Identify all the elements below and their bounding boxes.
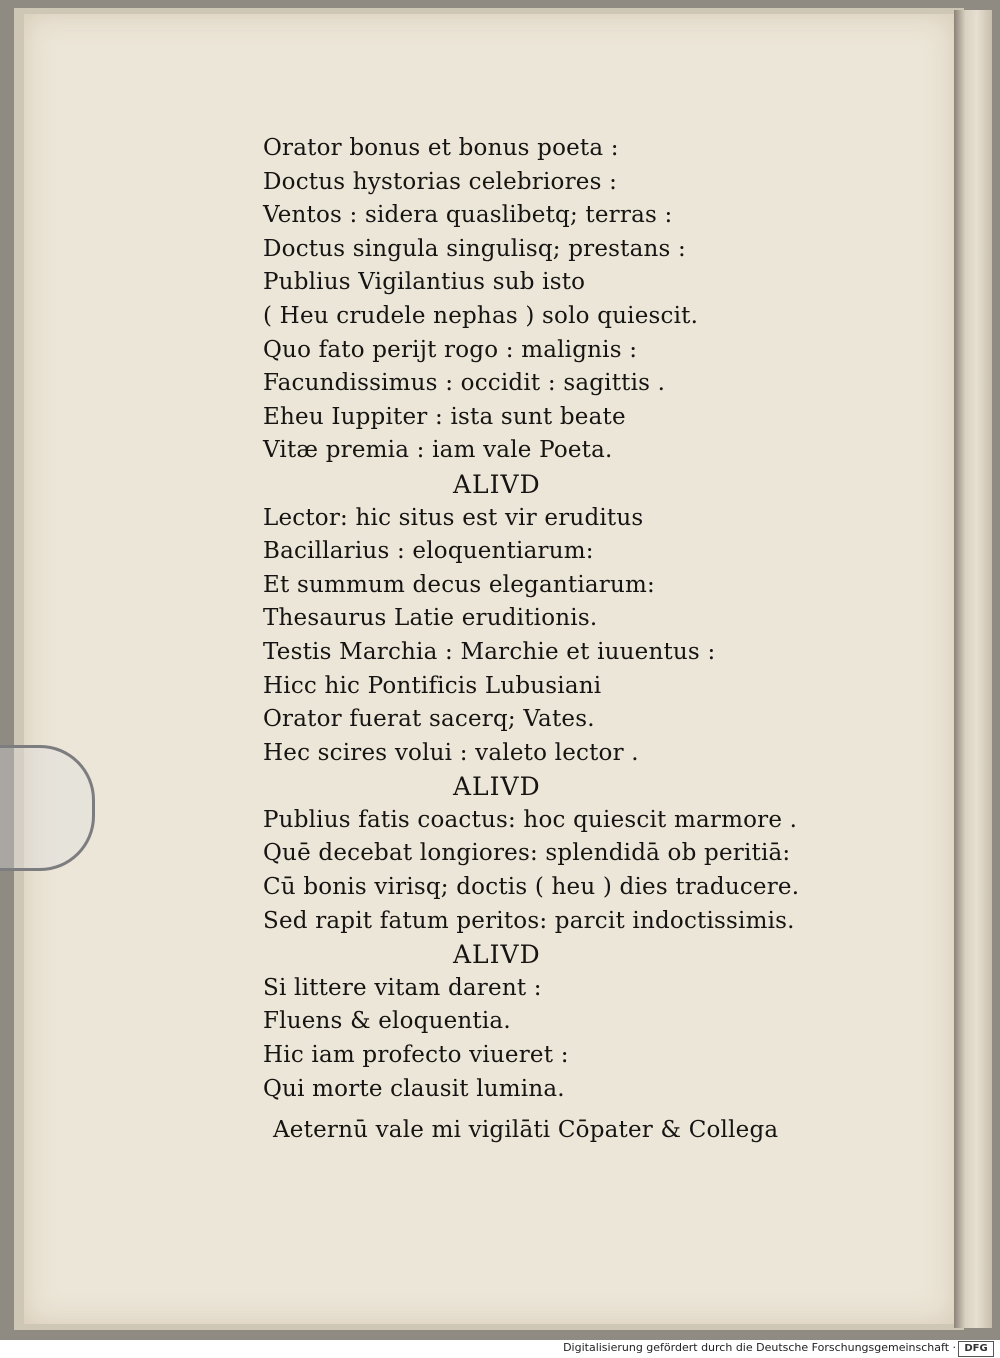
poem-line: Doctus singula singulisq; prestans :	[263, 235, 686, 262]
poem-line: Bacillarius : eloquentiarum:	[263, 538, 594, 565]
poem-line: Doctus hystorias celebriores :	[263, 168, 618, 195]
poem-line: Testis Marchia : Marchie et iuuentus :	[263, 638, 716, 665]
poem-line: Hicc hic Pontificis Lubusiani	[263, 672, 602, 699]
section-heading: ALIVD	[453, 772, 541, 802]
poem-line: Publius fatis coactus: hoc quiescit marmore .	[263, 806, 798, 833]
poem-line: Lector: hic situs est vir eruditus	[263, 504, 644, 531]
adjacent-page-edge	[954, 10, 992, 1328]
poem-line: ( Heu crudele nephas ) solo quiescit.	[263, 302, 699, 329]
poem-line: Quo fato perijt rogo : malignis :	[263, 336, 638, 363]
poem-line: Publius Vigilantius sub isto	[263, 269, 586, 296]
poem-line: Eheu Iuppiter : ista sunt beate	[263, 403, 626, 430]
dfg-logo: DFG	[958, 1341, 994, 1357]
closing-line: Aeternū vale mi vigilāti Cōpater & Collega	[273, 1117, 779, 1144]
poem-line: Qui morte clausit lumina.	[263, 1075, 565, 1102]
poem-line: Vitæ premia : iam vale Poeta.	[263, 437, 613, 464]
poem-line: Hic iam profecto viueret :	[263, 1042, 569, 1069]
section-heading: ALIVD	[453, 940, 541, 970]
poem-line: Et summum decus elegantiarum:	[263, 571, 655, 598]
digitization-credit: Digitalisierung gefördert durch die Deutsche Forschungsgemeinschaft ·	[563, 1341, 956, 1354]
poem-line: Quē decebat longiores: splendidā ob peritiā:	[263, 840, 791, 867]
poem-line: Thesaurus Latie eruditionis.	[263, 605, 598, 632]
page-clip	[0, 745, 95, 871]
poem-line: Orator bonus et bonus poeta :	[263, 135, 619, 161]
section-heading: ALIVD	[453, 469, 541, 499]
poem-line: Cū bonis virisq; doctis ( heu ) dies traducere.	[263, 874, 800, 901]
poem-text	[263, 132, 863, 1148]
poem-line: Si littere vitam darent :	[263, 974, 542, 1001]
poem-line: Hec scires volui : valeto lector .	[263, 739, 639, 766]
poem-line: Fluens & eloquentia.	[263, 1008, 511, 1035]
poem-line: Ventos : sidera quaslibetq; terras :	[263, 202, 673, 229]
poem-line: Facundissimus : occidit : sagittis .	[263, 370, 666, 397]
poem-line: Sed rapit fatum peritos: parcit indoctissimis.	[263, 907, 795, 934]
poem-line: Orator fuerat sacerq; Vates.	[263, 706, 595, 733]
